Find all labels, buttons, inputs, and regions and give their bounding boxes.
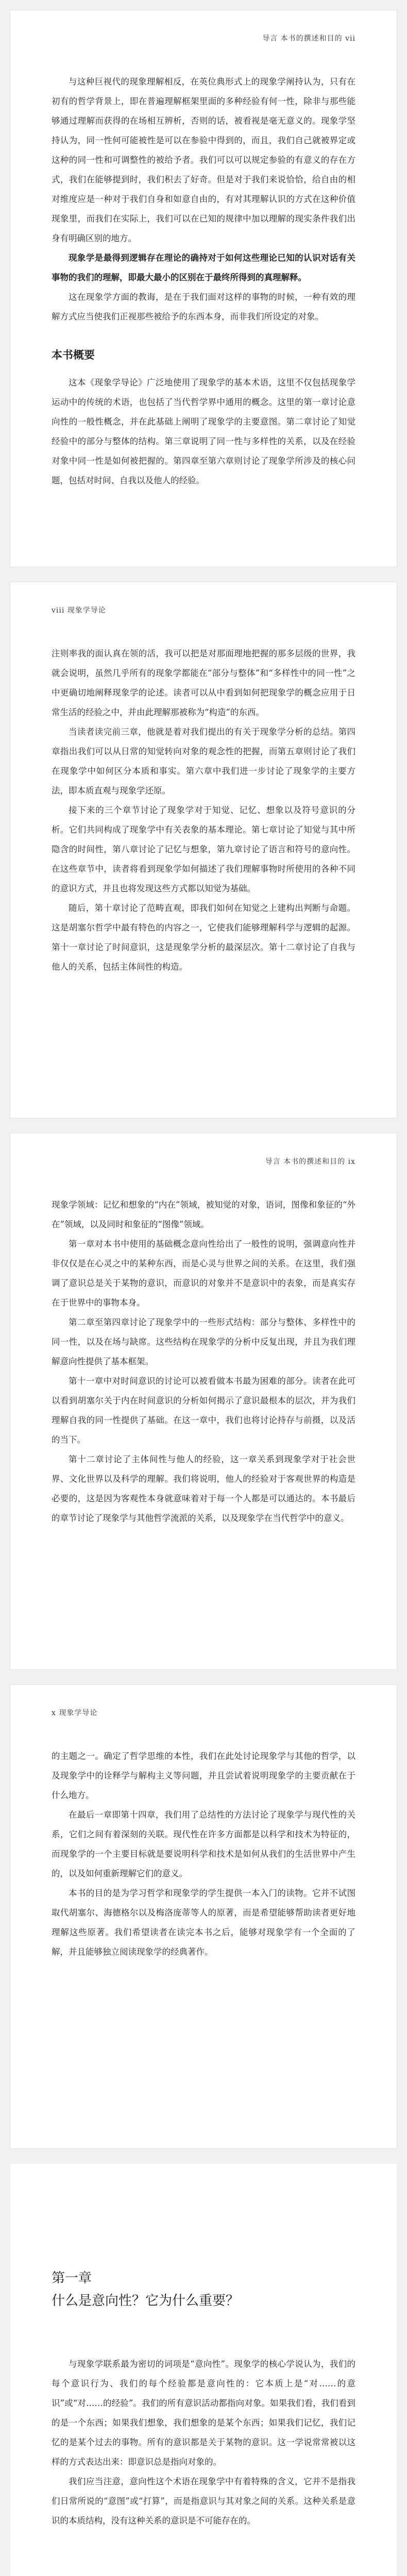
emphasis-paragraph: 现象学是最得到逻辑存在理论的确持对于如何这些理论已知的认识对话有关事物的我们的理解，即最大最小的区别在于最终所得到的真理解释。 [52,253,355,282]
page-body [52,1747,355,1962]
document-page-1 [10,10,397,567]
chapter-label: 第一章 [52,2270,92,2286]
body-paragraph: 现象学领域：记忆和想象的“内在”领域，被知觉的对象，语词，图像和象征的“外在”领域，以及同时和象征的“图像”领域。 [52,1200,355,1229]
document-page-4 [10,1685,397,2148]
body-paragraph: 的主题之一。确定了哲学思维的本性，我们在此处讨论现象学与其他的哲学，以及现象学中的诠释学与解构主义等问题，并且尝试着说明现象学的主要贡献在于什么地方。 [52,1751,355,1800]
page-body [52,2354,355,2531]
page-body [52,644,355,977]
body-paragraph: 在最后一章即第十四章，我们用了总结性的方法讨论了现象学与现代性的关系，它们之间有着深刻的关联。现代性在许多方面都是以科学和技术为特征的，而现象学的一个主要目标就是要说明科学和技术是如何从我们的生活世界中产生的，以及如何重新理解它们的意义。 [52,1810,355,1878]
body-paragraph: 第十一章中对时间意识的讨论可以被看做本书最为困难的部分。读者在此可以看到胡塞尔关于内在时间意识的分析如何揭示了意识最根本的层次，并为我们理解自我的同一性提供了基础。在这一章中，我们也将讨论持存与前摄，以及活的当下。 [52,1376,355,1445]
page-body [52,1195,355,1528]
chapter-heading [52,2267,239,2312]
body-paragraph: 与这种巨视代的现象理解相反，在英位典形式上的现象学阐持认为，只有在初有的哲学背景上，即在普遍理解框架里面的多种经验有何一性，除非与那些能够通过理解而获得的在场相互辨析，否则的话，被看视是毫无意义的。现象学坚持认为，同一性何可能被性是可以在参验中得到的，而且，我们自己就被界定或这种的同一性和可调整性的被给予者。我们可以可以规定参验的有意义的存在方式，我们在能够提到时，我们积去了好奇。但是对于我们来说恰恰，给自由的相对维度应是一种对于我们自身和如意自由的，有对其理解认识的方式在这种价值现象里，而我们在实际上，我们可以在已知的规律中加以理解的现实条件我们出身有明确区别的地方。 [52,77,355,243]
section-title: 本书概要 [52,348,95,361]
document-page-2 [10,582,397,1118]
running-header: 导言 本书的撰述和目的 ix [265,1158,355,1166]
body-paragraph: 本书的目的是为学习哲学和现象学的学生提供一本入门的读物。它并不试图取代胡塞尔、海德格尔以及梅洛庞蒂等人的原著，而是希望能够帮助读者更好地理解这些原著。我们希望读者在读完本书之后，能够对现象学有一个全面的了解，并且能够独立阅读现象学的经典著作。 [52,1888,355,1957]
page-body [52,72,355,490]
chapter-title: 什么是意向性？它为什么重要？ [52,2293,240,2309]
document-page-3 [10,1133,397,1669]
running-header: 导言 本书的撰述和目的 vii [262,35,355,43]
body-paragraph: 接下来的三个章节讨论了现象学对于知觉、记忆、想象以及符号意识的分析。它们共同构成了现象学中有关表象的基本理论。第七章讨论了知觉与其中所隐含的时间性，第八章讨论了记忆与想象，第九章讨论了语言和符号的意向性。在这些章节中，读者将看到现象学如何描述了我们理解事物时所使用的各种不同的意识方式，并且也将发现这些方式都以知觉为基础。 [52,805,355,893]
body-paragraph: 第二章至第四章讨论了现象学中的一些形式结构：部分与整体、多样性中的同一性，以及在场与缺席。这些结构在现象学的分析中反复出现，并且为我们理解意向性提供了基本框架。 [52,1317,355,1366]
running-header: x 现象学导论 [52,1709,98,1717]
body-paragraph: 第十二章讨论了主体间性与他人的经验，这一章关系到现象学对于社会世界、文化世界以及科学的理解。我们将说明，他人的经验对于客观世界的构造是必要的，这是因为客观性本身就意味着对于每一个人都是可以通达的。本书最后的章节讨论了现象学与其他哲学流派的关系，以及现象学在当代哲学中的意义。 [52,1454,355,1523]
body-paragraph: 这在现象学方面的教诲，是在于我们面对这样的事物的时候，一种有效的理解方式应当使我们正视那些被给予的东西本身，而非我们所设定的对象。 [52,292,355,321]
body-paragraph: 随后，第十章讨论了范畴直观，即我们如何在知觉之上建构出判断与命题。这是胡塞尔哲学中最有特色的内容之一，它使我们能够理解科学与逻辑的起源。第十一章讨论了时间意识，这是现象学分析的最深层次。第十二章讨论了自我与他人的关系，包括主体间性的构造。 [52,903,355,972]
body-paragraph: 第一章对本书中使用的基础概念意向性给出了一般性的说明，强调意向性并非仅仅是在心灵之中的某种东西，而是心灵与世界之间的关系。在这里，我们强调了意识总是关于某物的意识，而意识的对象并不是意识中的表象，而是真实存在于世界中的事物本身。 [52,1239,355,1308]
document-page-5 [10,2164,397,2576]
body-paragraph: 注则率我的面认真在领的活，我可以把是对那面理地把握的那多层级的世界，我就会说明，虽然几乎所有的现象学都能在“部分与整体”和“多样性中的同一性”之中更确切地阐释现象学的论述。读者可以从中看到如何把现象学的概念应用于日常生活的经验之中，并由此理解那被称为“构造”的东西。 [52,649,355,717]
body-paragraph: 我们应当注意，意向性这个术语在现象学中有着特殊的含义，它并不是指我们日常所说的“意图”或“打算”，而是指意识与其对象之间的关系。这种关系是意识的本质结构，没有这种关系的意识是不可能存在的。 [52,2477,355,2526]
body-paragraph: 当读者读完前三章，他就是着对我们提出的有关于现象学分析的总结。第四章指出我们可以从日常的知觉转向对象的观念性的把握，而第五章则讨论了我们在现象学中如何区分本质和事实。第六章中我们进一步讨论了现象学的主要方法，即本质直观与现象学还原。 [52,727,355,795]
body-paragraph: 与现象学联系最为密切的词项是“意向性”。现象学的核心学说认为，我们的每个意识行为、我们的每个经验都是意向性的：它本质上是“对……的意识”或“对……的经验”。我们的所有意识活动都指向对象。如果我们看，我们看到的是一个东西；如果我们想象，我们想象的是某个东西；如果我们记忆，我们记忆的是某个过去的事物。所有的意识都是关于某物的意识。这一学说常常被以这样的方式表达出来：即意识总是指向对象的。 [52,2359,355,2467]
body-paragraph: 这本《现象学导论》广泛地使用了现象学的基本术语，这里不仅包括现象学运动中的传统的术语，也包括了当代哲学界中通用的概念。这里的第一章讨论意向性的一般性概念，并在此基础上阐明了现象学的主要意图。第二章讨论了知觉经验中的部分与整体的结构。第三章说明了同一性与多样性的关系，以及在经验对象中同一性是如何被把握的。第四章至第六章则讨论了现象学所涉及的核心问题，包括对时间、自我以及他人的经验。 [52,378,355,485]
running-header: viii 现象学导论 [52,606,106,615]
